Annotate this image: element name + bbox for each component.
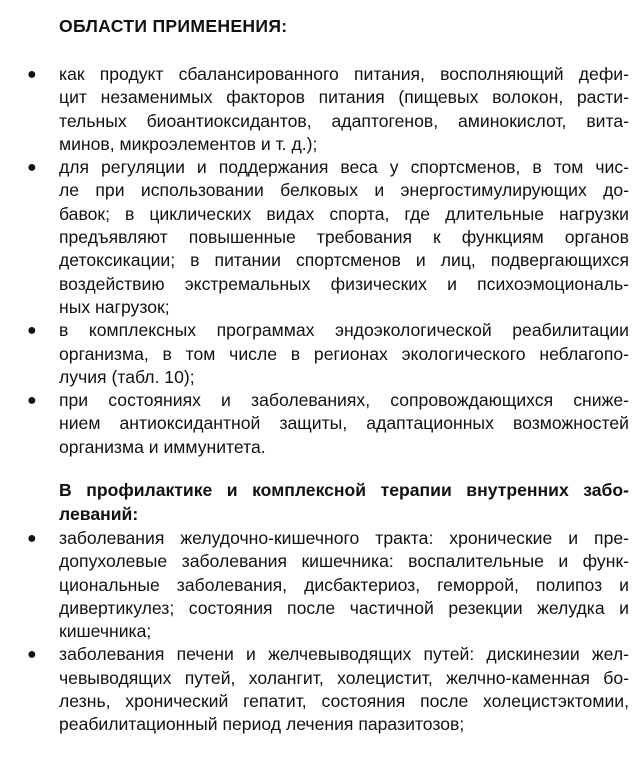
text-line: детоксикации; в питании спортсменов и лиц, подвергающихся <box>59 250 629 271</box>
bullet-icon: ● <box>27 159 37 177</box>
text-line: организма, в том числе в регионах экологического неблагопо- <box>59 343 629 364</box>
text-line: в комплексных программах эндоэкологической реабилитации <box>59 320 629 341</box>
bullet-icon: ● <box>27 66 37 83</box>
text-line: кишечника; <box>59 621 152 642</box>
text-line: цит незаменимых факторов питания (пищевых волокон, расти- <box>59 87 629 108</box>
text-line: бавок; в циклических видах спорта, где длительные нагрузки <box>59 203 629 224</box>
list-item <box>0 643 629 736</box>
text-line: как продукт сбалансированного питания, восполняющий дефи- <box>59 64 629 84</box>
diseases-list <box>0 527 644 737</box>
bullet-icon: ● <box>27 392 37 410</box>
applications-list <box>0 63 644 459</box>
list-item <box>0 389 629 459</box>
text-line: заболевания печени и желчевыводящих путей: дискинезии жел- <box>59 644 629 665</box>
list-item <box>0 156 629 319</box>
text-line: при состояниях и заболеваниях, сопровождающихся сниже- <box>59 390 629 411</box>
section-heading-applications: ОБЛАСТИ ПРИМЕНЕНИЯ: <box>59 16 288 36</box>
list-item <box>0 63 629 156</box>
text-line: для регуляции и поддержания веса у спортсменов, в том чис- <box>59 157 629 178</box>
text-line: циональные заболевания, дисбактериоз, геморрой, полипоз и <box>59 574 629 595</box>
text-line: тельных биоантиоксидантов, адаптогенов, аминокислот, вита- <box>59 110 629 131</box>
text-line: ных нагрузок; <box>59 296 170 317</box>
text-line: допухолевые заболевания кишечника: воспалительные и функ- <box>59 551 629 572</box>
text-line: заболевания желудочно-кишечного тракта: хронические и пре- <box>59 528 629 548</box>
section-heading-prevention <box>59 478 629 526</box>
bullet-icon: ● <box>27 646 37 664</box>
list-item <box>0 527 629 643</box>
text-line: воздействию экстремальных физических и психоэмоциональ- <box>59 273 629 294</box>
text-line: лучия (табл. 10); <box>59 366 195 387</box>
text-line: организма и иммунитета. <box>59 436 266 457</box>
text-line: предъявляют повышенные требования к функциям органов <box>59 227 629 248</box>
text-line: минов, микроэлементов и т. д.); <box>59 133 318 154</box>
text-line: ле при использовании белковых и энергостимулирующих до- <box>59 180 629 201</box>
heading-line: В профилактике и комплексной терапии внутренних забо- <box>59 480 629 500</box>
list-item <box>0 319 629 389</box>
text-line: нием антиоксидантной защиты, адаптационных возможностей <box>59 413 629 434</box>
text-line: реабилитационный период лечения паразитозов; <box>59 714 465 735</box>
bullet-icon: ● <box>27 322 37 340</box>
text-line: чевыводящих путей, холангит, холецистит, желчно-каменная бо- <box>59 667 629 688</box>
bullet-icon: ● <box>27 530 37 547</box>
heading-line: леваний: <box>59 504 139 524</box>
text-line: дивертикулез; состояния после частичной резекции желудка и <box>59 597 629 618</box>
text-line: лезнь, хронический гепатит, состояния после холецистэктомии, <box>59 691 629 712</box>
